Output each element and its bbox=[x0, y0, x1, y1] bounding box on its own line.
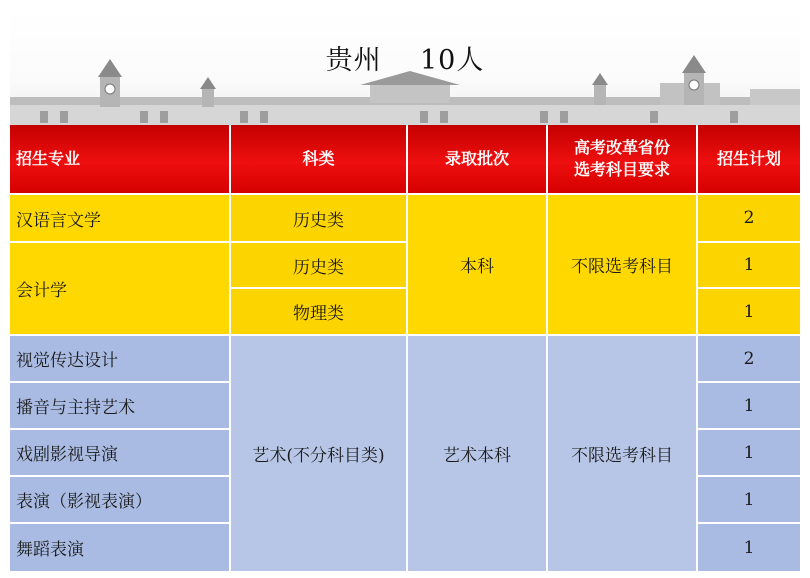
batch-cell: 艺术本科 bbox=[408, 336, 548, 573]
header-plan: 招生计划 bbox=[698, 125, 800, 195]
major-cell: 舞蹈表演 bbox=[10, 524, 231, 573]
page-title: 贵州 10人 bbox=[325, 45, 485, 76]
major-cell: 汉语言文学 bbox=[10, 195, 231, 243]
plan-cell: 1 bbox=[698, 383, 800, 430]
subject-requirement-cell: 不限选考科目 bbox=[548, 195, 698, 336]
plan-cell: 1 bbox=[698, 243, 800, 289]
plan-cell: 1 bbox=[698, 477, 800, 524]
plan-cell: 1 bbox=[698, 289, 800, 336]
category-cell: 历史类 bbox=[231, 195, 408, 243]
major-cell: 戏剧影视导演 bbox=[10, 430, 231, 477]
subject-requirement-cell: 不限选考科目 bbox=[548, 336, 698, 573]
plan-cell: 1 bbox=[698, 430, 800, 477]
plan-cell: 2 bbox=[698, 336, 800, 383]
header-major: 招生专业 bbox=[10, 125, 231, 195]
category-cell: 历史类 bbox=[231, 243, 408, 289]
major-cell: 视觉传达设计 bbox=[10, 336, 231, 383]
major-cell: 表演（影视表演） bbox=[10, 477, 231, 524]
admission-plan-table bbox=[10, 125, 800, 573]
plan-cell: 1 bbox=[698, 524, 800, 573]
batch-cell: 本科 bbox=[408, 195, 548, 336]
category-cell: 物理类 bbox=[231, 289, 408, 336]
major-cell: 播音与主持艺术 bbox=[10, 383, 231, 430]
category-cell: 艺术(不分科目类) bbox=[231, 336, 408, 573]
header-subject-requirement: 高考改革省份 选考科目要求 bbox=[548, 125, 698, 195]
major-cell: 会计学 bbox=[10, 243, 231, 336]
header-batch: 录取批次 bbox=[408, 125, 548, 195]
header-category: 科类 bbox=[231, 125, 408, 195]
plan-cell: 2 bbox=[698, 195, 800, 243]
header-banner bbox=[10, 10, 800, 125]
